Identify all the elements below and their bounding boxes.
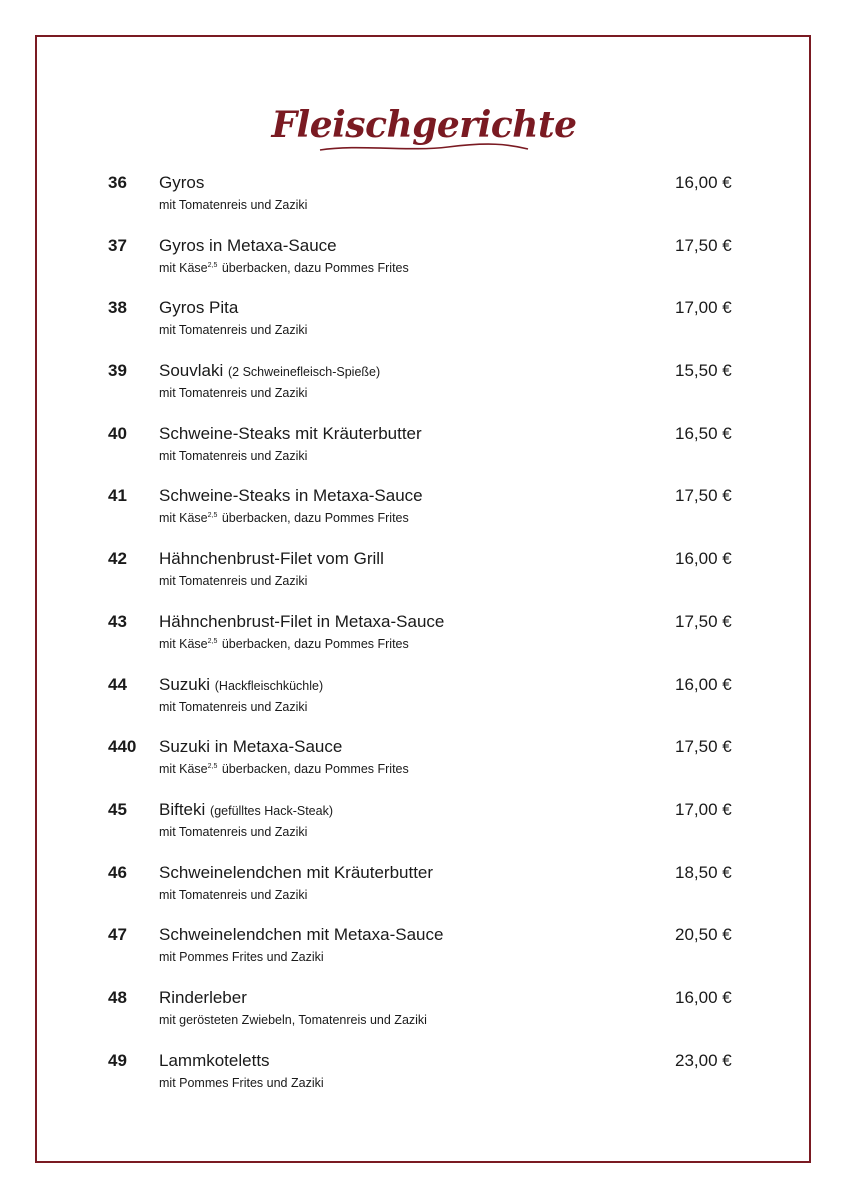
item-name-text: Hähnchenbrust-Filet vom Grill <box>159 549 384 569</box>
item-number: 39 <box>108 361 127 381</box>
menu-item <box>0 986 848 1049</box>
item-description <box>159 762 409 776</box>
item-description <box>159 511 409 525</box>
item-price: 17,00 € <box>675 799 732 819</box>
menu-item <box>0 923 848 986</box>
item-number: 38 <box>108 298 127 318</box>
menu-item <box>0 422 848 485</box>
item-name-text: Lammkoteletts <box>159 1050 270 1070</box>
item-price: 17,50 € <box>675 737 732 757</box>
item-price: 16,00 € <box>675 987 732 1007</box>
item-name <box>159 424 422 444</box>
item-name <box>159 925 443 945</box>
menu-item <box>0 171 848 234</box>
item-description <box>159 198 307 212</box>
item-number: 37 <box>108 235 127 255</box>
menu-item <box>0 484 848 547</box>
item-price: 20,50 € <box>675 925 732 945</box>
item-number: 49 <box>108 1050 127 1070</box>
item-number: 45 <box>108 799 127 819</box>
item-price: 15,50 € <box>675 361 732 381</box>
item-price: 16,00 € <box>675 674 732 694</box>
item-name-text: Suzuki <box>159 674 211 694</box>
item-name <box>159 298 238 318</box>
item-description <box>159 825 307 839</box>
item-name <box>159 612 444 632</box>
item-description <box>159 386 307 400</box>
item-name-text: Suzuki in Metaxa-Sauce <box>159 737 343 757</box>
item-name-text: Souvlaki <box>159 361 224 381</box>
item-number: 40 <box>108 423 127 443</box>
item-description <box>159 1013 427 1027</box>
allergen-footnote: 2,5 <box>207 637 218 645</box>
item-name <box>159 236 337 256</box>
item-name <box>159 863 433 883</box>
item-note: (gefülltes Hack-Steak) <box>210 803 333 818</box>
item-name-text: Bifteki <box>159 799 206 819</box>
item-number: 42 <box>108 549 127 569</box>
item-description <box>159 449 307 463</box>
item-price: 16,00 € <box>675 173 732 192</box>
menu-item <box>0 547 848 610</box>
item-description-text: mit Pommes Frites und Zaziki <box>159 1075 324 1090</box>
item-description-text: mit gerösteten Zwiebeln, Tomatenreis und Zaziki <box>159 1012 427 1027</box>
item-name <box>159 361 380 381</box>
item-description <box>159 261 409 275</box>
item-name <box>159 800 333 820</box>
item-name-text: Schweine-Steaks in Metaxa-Sauce <box>159 486 423 506</box>
item-price: 16,50 € <box>675 423 732 443</box>
item-name <box>159 549 384 569</box>
item-description <box>159 574 307 588</box>
item-description-text: mit Tomatenreis und Zaziki <box>159 448 308 463</box>
item-note: (Hackfleischküchle) <box>214 678 324 693</box>
item-name-text: Rinderleber <box>159 987 247 1007</box>
item-number: 44 <box>108 674 127 694</box>
item-description <box>159 700 307 714</box>
item-description <box>159 888 307 902</box>
item-price: 17,00 € <box>675 298 732 318</box>
item-description-rest: überbacken, dazu Pommes Frites <box>218 636 409 651</box>
item-name-text: Hähnchenbrust-Filet in Metaxa-Sauce <box>159 611 445 631</box>
menu-item <box>0 673 848 736</box>
allergen-footnote: 2,5 <box>207 261 218 269</box>
allergen-footnote: 2,5 <box>207 763 218 771</box>
item-name <box>159 1051 270 1071</box>
item-name-text: Schweine-Steaks mit Kräuterbutter <box>159 423 422 443</box>
item-name <box>159 486 423 506</box>
item-name-text: Gyros in Metaxa-Sauce <box>159 235 337 255</box>
menu-item <box>0 359 848 422</box>
item-description-text: mit Käse <box>159 260 208 275</box>
item-price: 17,50 € <box>675 611 732 631</box>
item-description <box>159 323 307 337</box>
item-name-text: Gyros <box>159 173 205 192</box>
item-description <box>159 1076 324 1090</box>
item-price: 17,50 € <box>675 486 732 506</box>
menu-item <box>0 861 848 924</box>
item-name-text: Gyros Pita <box>159 298 239 318</box>
item-name-text: Schweinelendchen mit Metaxa-Sauce <box>159 925 444 945</box>
item-description-rest: überbacken, dazu Pommes Frites <box>218 260 409 275</box>
item-description-text: mit Tomatenreis und Zaziki <box>159 824 308 839</box>
item-description-rest: überbacken, dazu Pommes Frites <box>218 511 409 526</box>
page-title: Fleischgerichte <box>271 104 577 146</box>
title-flourish-icon <box>318 140 530 154</box>
item-description <box>159 637 409 651</box>
item-description <box>159 950 324 964</box>
item-price: 18,50 € <box>675 862 732 882</box>
item-note: (2 Schweinefleisch-Spieße) <box>228 365 381 380</box>
item-number: 41 <box>108 486 127 506</box>
menu-list <box>0 171 848 1111</box>
item-description-text: mit Tomatenreis und Zaziki <box>159 574 308 589</box>
item-name <box>159 173 204 193</box>
menu-item <box>0 610 848 673</box>
item-description-text: mit Tomatenreis und Zaziki <box>159 699 308 714</box>
item-description-text: mit Käse <box>159 762 208 777</box>
item-number: 36 <box>108 173 127 192</box>
item-description-text: mit Tomatenreis und Zaziki <box>159 323 308 338</box>
item-name <box>159 675 323 695</box>
item-name <box>159 737 342 757</box>
menu-item <box>0 735 848 798</box>
item-price: 23,00 € <box>675 1050 732 1070</box>
menu-item <box>0 296 848 359</box>
item-number: 43 <box>108 611 127 631</box>
item-number: 440 <box>108 737 137 757</box>
menu-item <box>0 798 848 861</box>
menu-item <box>0 1049 848 1112</box>
item-description-rest: überbacken, dazu Pommes Frites <box>218 762 409 777</box>
item-number: 48 <box>108 987 127 1007</box>
item-number: 47 <box>108 925 127 945</box>
menu-item <box>0 234 848 297</box>
item-name-text: Schweinelendchen mit Kräuterbutter <box>159 862 434 882</box>
item-description-text: mit Tomatenreis und Zaziki <box>159 386 308 401</box>
item-description-text: mit Tomatenreis und Zaziki <box>159 198 308 212</box>
allergen-footnote: 2,5 <box>207 512 218 520</box>
item-description-text: mit Tomatenreis und Zaziki <box>159 887 308 902</box>
item-price: 17,50 € <box>675 235 732 255</box>
item-price: 16,00 € <box>675 549 732 569</box>
item-description-text: mit Käse <box>159 636 208 651</box>
item-number: 46 <box>108 862 127 882</box>
item-description-text: mit Pommes Frites und Zaziki <box>159 950 324 965</box>
item-name <box>159 988 247 1008</box>
item-description-text: mit Käse <box>159 511 208 526</box>
